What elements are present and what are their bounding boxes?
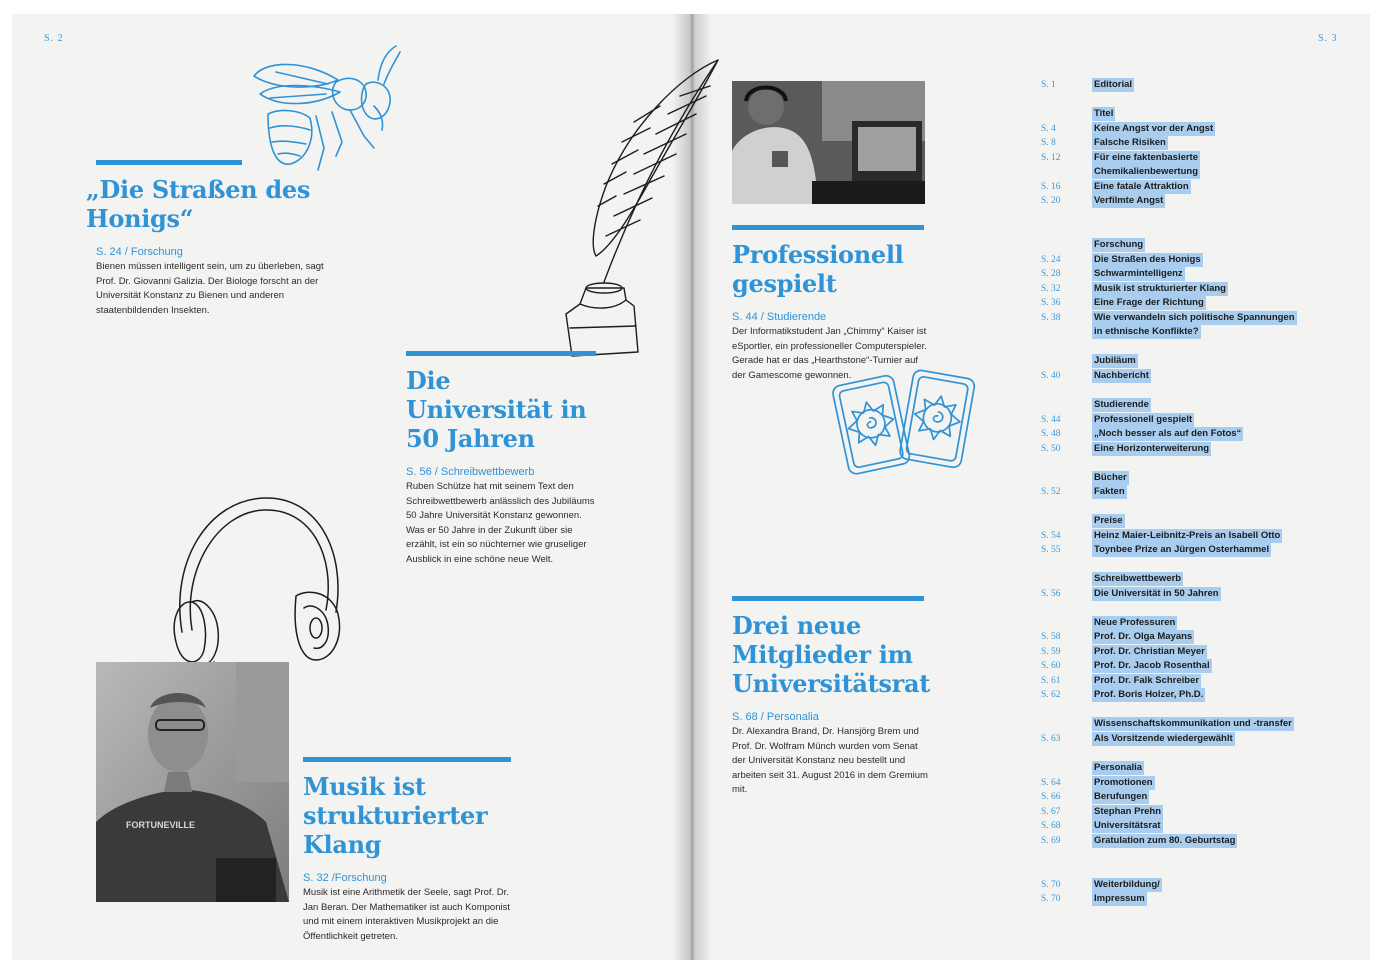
article-teaser: Bienen müssen intelligent sein, um zu überleben, sagt Prof. Dr. Giovanni Galizia. Der Biologe forscht an der Universität Konstanz zu Bienen und anderen staatenbildenden Insekten.	[96, 261, 324, 316]
toc-page-number: S. 62	[1041, 690, 1061, 700]
esports-photo	[732, 81, 925, 204]
article-teaser: Dr. Alexandra Brand, Dr. Hansjörg Brem und Prof. Dr. Wolfram Münch wurden vom Senat der Universität Konstanz neu bestellt und arbeiten seit 31. August 2016 in dem Gremium mit.	[732, 726, 928, 795]
toc-section-heading[interactable]: Preise	[1094, 515, 1123, 526]
accent-bar	[732, 596, 924, 601]
toc-page-number: S. 38	[1041, 313, 1061, 323]
accent-bar	[732, 225, 924, 230]
shirt-text: FORTUNEVILLE	[126, 820, 195, 830]
toc-section-heading[interactable]: Titel	[1094, 108, 1114, 119]
article-teaser: Musik ist eine Arithmetik der Seele, sagt Prof. Dr. Jan Beran. Der Mathematiker ist auch Komponist und mit einem interaktiven Musikprojekt an die Öffentlichkeit getreten.	[303, 887, 510, 942]
accent-bar	[303, 757, 511, 762]
toc-page-number: S. 59	[1041, 647, 1061, 657]
toc-page-number: S. 58	[1041, 632, 1061, 642]
toc-entry[interactable]: Editorial	[1094, 79, 1133, 90]
toc-page-number: S. 4	[1041, 124, 1056, 134]
article-page-ref[interactable]: S. 44 / Studierende	[732, 311, 827, 323]
toc-page-number: S. 32	[1041, 284, 1061, 294]
toc-entry[interactable]: „Noch besser als auf den Fotos“	[1094, 428, 1242, 439]
accent-bar	[406, 351, 596, 356]
toc-entry[interactable]: Promotionen	[1094, 777, 1153, 788]
toc-entry[interactable]: Eine fatale Attraktion	[1094, 181, 1189, 192]
article-rat	[732, 596, 932, 798]
article-honig	[86, 160, 336, 318]
toc-entry[interactable]: Eine Frage der Richtung	[1094, 297, 1204, 308]
toc-entry[interactable]: Nachbericht	[1094, 370, 1149, 381]
toc-entry[interactable]: Prof. Dr. Christian Meyer	[1094, 646, 1205, 657]
toc-page-number: S. 69	[1041, 836, 1061, 846]
toc-page-number: S. 8	[1041, 138, 1056, 148]
toc-entry[interactable]: Prof. Dr. Falk Schreiber	[1094, 675, 1200, 686]
toc-page-number: S. 67	[1041, 807, 1061, 817]
toc-section-heading[interactable]: Personalia	[1094, 762, 1143, 773]
article-teaser: Ruben Schütze hat mit seinem Text den Schreibwettbewerb anlässlich des Jubiläums 50 Jahre Universität Konstanz gewonnen. Was er 50 Jahre in der Zukunft über sie erzählt, ist ein so nüchterner wie gruseliger Ausblick in eine schöne neue Welt.	[406, 481, 595, 565]
article-universitaet	[406, 351, 596, 567]
toc-page-number: S. 68	[1041, 821, 1061, 831]
toc-page-number: S. 12	[1041, 153, 1061, 163]
toc-entry[interactable]: Die Universität in 50 Jahren	[1094, 588, 1219, 599]
toc-entry[interactable]: Berufungen	[1094, 791, 1148, 802]
toc-entry[interactable]: Heinz Maier-Leibnitz-Preis an Isabell Otto	[1094, 530, 1281, 541]
toc-section-heading[interactable]: in ethnische Konflikte?	[1094, 326, 1199, 337]
toc-page-number: S. 20	[1041, 196, 1061, 206]
toc-page-number: S. 61	[1041, 676, 1061, 686]
toc-entry[interactable]: Impressum	[1094, 893, 1145, 904]
article-page-ref[interactable]: S. 24 / Forschung	[96, 246, 183, 258]
toc-entry[interactable]: Für eine faktenbasierte	[1094, 152, 1199, 163]
toc-page-number: S. 50	[1041, 444, 1061, 454]
toc-page-number: S. 60	[1041, 661, 1061, 671]
toc-entry[interactable]: Eine Horizonterweiterung	[1094, 443, 1210, 454]
article-headline[interactable]: Die Universität in 50 Jahren	[406, 366, 587, 453]
article-headline[interactable]: „Die Straßen des Honigs“	[86, 175, 311, 233]
toc-section-heading[interactable]: Chemikalienbewertung	[1094, 166, 1198, 177]
toc-entry[interactable]: Schwarmintelligenz	[1094, 268, 1183, 279]
toc-entry[interactable]: Wie verwandeln sich politische Spannungen	[1094, 312, 1295, 323]
toc-page-number: S. 44	[1041, 415, 1061, 425]
toc-page-number: S. 55	[1041, 545, 1061, 555]
page-number-left: S. 2	[44, 33, 64, 44]
toc-entry[interactable]: Musik ist strukturierter Klang	[1094, 283, 1226, 294]
toc-page-number: S. 36	[1041, 298, 1061, 308]
toc-entry[interactable]: Professionell gespielt	[1094, 414, 1193, 425]
toc-page-number: S. 48	[1041, 429, 1061, 439]
toc-page-number: S. 66	[1041, 792, 1061, 802]
toc-page-number: S. 1	[1041, 80, 1056, 90]
accent-bar	[96, 160, 242, 165]
article-headline[interactable]: Professionell gespielt	[732, 240, 904, 298]
toc-entry[interactable]: Universitätsrat	[1094, 820, 1161, 831]
toc-entry[interactable]: Gratulation zum 80. Geburtstag	[1094, 835, 1236, 846]
article-musik	[303, 757, 513, 944]
toc-entry[interactable]: Verfilmte Angst	[1094, 195, 1164, 206]
toc-section-heading[interactable]: Studierende	[1094, 399, 1149, 410]
toc-section-heading[interactable]: Neue Professuren	[1094, 617, 1176, 628]
article-page-ref[interactable]: S. 56 / Schreibwettbewerb	[406, 466, 535, 478]
toc-section-heading[interactable]: Schreibwettbewerb	[1094, 573, 1182, 584]
toc-page-number: S. 70	[1041, 894, 1061, 904]
toc-page-number: S. 52	[1041, 487, 1061, 497]
toc-entry[interactable]: Prof. Dr. Jacob Rosenthal	[1094, 660, 1210, 671]
toc-page-number: S. 54	[1041, 531, 1061, 541]
toc-entry[interactable]: Prof. Boris Holzer, Ph.D.	[1094, 689, 1204, 700]
page-number-right: S. 3	[1318, 33, 1338, 44]
toc-entry[interactable]: Weiterbildung/	[1094, 879, 1160, 890]
toc-entry[interactable]: Toynbee Prize an Jürgen Osterhammel	[1094, 544, 1270, 555]
article-headline[interactable]: Musik ist strukturierter Klang	[303, 772, 488, 859]
toc-page-number: S. 40	[1041, 371, 1061, 381]
toc-page-number: S. 56	[1041, 589, 1061, 599]
toc-section-heading[interactable]: Jubiläum	[1094, 355, 1136, 366]
article-teaser: Der Informatikstudent Jan „Chimmy“ Kaiser ist eSportler, ein professioneller Computerspieler. Gerade hat er das „Hearthstone“-Turnier auf der Gamescome gewonnen.	[732, 326, 927, 381]
article-gespielt	[732, 225, 932, 383]
toc-page-number: S. 64	[1041, 778, 1061, 788]
toc-section-heading[interactable]: Forschung	[1094, 239, 1144, 250]
toc-section-heading[interactable]: Bücher	[1094, 472, 1127, 483]
toc-page-number: S. 70	[1041, 880, 1061, 890]
toc-entry[interactable]: Falsche Risiken	[1094, 137, 1166, 148]
article-headline[interactable]: Drei neue Mitglieder im Universitätsrat	[732, 611, 931, 698]
musician-photo	[96, 662, 289, 902]
toc-entry[interactable]: Als Vorsitzende wiedergewählt	[1094, 733, 1233, 744]
toc-page-number: S. 16	[1041, 182, 1061, 192]
toc-entry[interactable]: Die Straßen des Honigs	[1094, 254, 1201, 265]
toc-section-heading[interactable]: Wissenschaftskommunikation und -transfer	[1094, 718, 1292, 729]
toc-entry[interactable]: Prof. Dr. Olga Mayans	[1094, 631, 1193, 642]
toc-entry[interactable]: Stephan Prehn	[1094, 806, 1162, 817]
toc-entry[interactable]: Keine Angst vor der Angst	[1094, 123, 1214, 134]
article-page-ref[interactable]: S. 68 / Personalia	[732, 711, 819, 723]
toc-page-number: S. 24	[1041, 255, 1061, 265]
article-page-ref[interactable]: S. 32 /Forschung	[303, 872, 387, 884]
toc-page-number: S. 28	[1041, 269, 1061, 279]
quill-inkwell-illustration-icon	[560, 56, 726, 376]
toc-entry[interactable]: Fakten	[1094, 486, 1125, 497]
toc-page-number: S. 63	[1041, 734, 1061, 744]
